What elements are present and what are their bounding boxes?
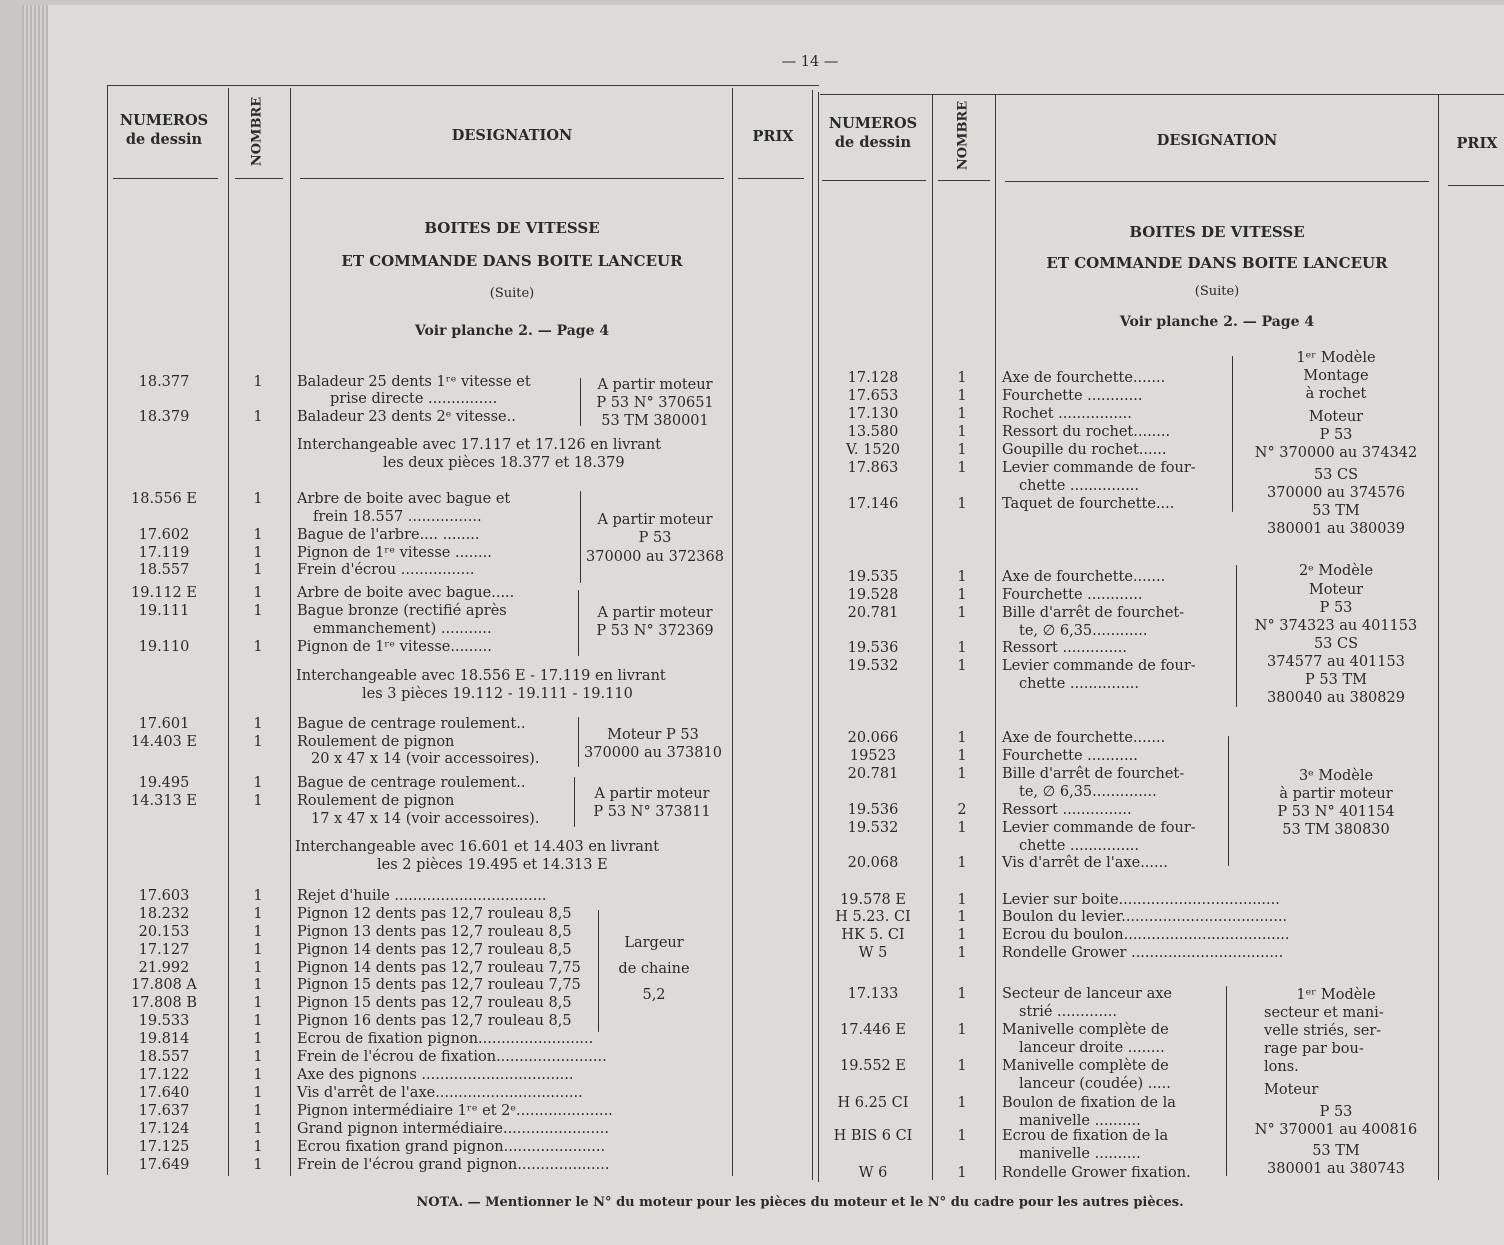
- right-part-number: 19.536: [847, 640, 899, 656]
- left-designation: frein 18.557 ................: [313, 509, 482, 525]
- left-quantity: 1: [253, 562, 263, 578]
- right-part-number: W 6: [858, 1165, 888, 1181]
- right-designation: te, ∅ 6,35............: [1019, 623, 1148, 639]
- bracket-note: Moteur P 53: [607, 727, 699, 743]
- bracket-note: P 53 N° 373811: [593, 804, 711, 820]
- right-quantity: 1: [957, 945, 967, 961]
- right-designation: Bille d'arrêt de fourchet-: [1002, 766, 1185, 782]
- bracket-note: A partir moteur: [597, 512, 713, 528]
- left-quantity: 1: [253, 603, 263, 619]
- left-designation: les 3 pièces 19.112 - 19.111 - 19.110: [362, 686, 633, 702]
- left-designation: Baladeur 25 dents 1ʳᵉ vitesse et: [297, 374, 531, 390]
- left-quantity: 1: [253, 1085, 263, 1101]
- col-header-prix: PRIX: [752, 128, 794, 145]
- left-quantity: 1: [253, 527, 263, 543]
- right-part-number: 19.536: [847, 802, 899, 818]
- right-quantity: 1: [957, 587, 967, 603]
- right-designation: Ressort du rochet........: [1002, 424, 1171, 440]
- right-quantity: 1: [957, 640, 967, 656]
- right-designation: chette ...............: [1019, 478, 1140, 494]
- left-designation: Interchangeable avec 18.556 E - 17.119 en livrant: [296, 668, 666, 684]
- left-quantity: 1: [253, 1103, 263, 1119]
- right-quantity: 1: [957, 460, 967, 476]
- bracket-note: 53 CS: [1313, 467, 1359, 483]
- bracket-note: P 53: [1319, 427, 1353, 443]
- bracket-note: Moteur: [1264, 1082, 1319, 1098]
- left-designation: Ecrou fixation grand pignon......................: [297, 1139, 606, 1155]
- right-quantity: 1: [957, 388, 967, 404]
- bracket-note: lons.: [1264, 1059, 1299, 1075]
- left-quantity: 1: [253, 585, 263, 601]
- right-quantity: 1: [957, 496, 967, 512]
- right-designation: lanceur (coudée) .....: [1019, 1076, 1171, 1092]
- left-part-number: 14.313 E: [131, 793, 197, 809]
- right-designation: Fourchette ...........: [1002, 748, 1138, 764]
- left-part-number: 18.377: [138, 374, 190, 390]
- left-designation: Bague de l'arbre.... ........: [297, 527, 480, 543]
- left-designation: les deux pièces 18.377 et 18.379: [383, 455, 625, 471]
- bracket-note: 380001 au 380743: [1267, 1161, 1405, 1177]
- right-designation: Levier commande de four-: [1002, 658, 1196, 674]
- left-quantity: 1: [253, 716, 263, 732]
- right-part-number: 20.068: [847, 855, 899, 871]
- col-header-numeros: NUMEROS de dessin: [119, 112, 209, 148]
- left-designation: Bague de centrage roulement..: [297, 716, 526, 732]
- left-part-number: 19.533: [138, 1013, 190, 1029]
- bracket-note: Moteur: [1308, 582, 1364, 598]
- right-part-number: V. 1520: [845, 442, 901, 458]
- bracket-note: 2ᵉ Modèle: [1298, 563, 1374, 579]
- left-designation: Baladeur 23 dents 2ᵉ vitesse..: [297, 409, 516, 425]
- right-part-number: 20.781: [847, 605, 899, 621]
- left-part-number: 17.649: [138, 1157, 190, 1173]
- col-header-designation-right: DESIGNATION: [1156, 132, 1278, 149]
- left-quantity: 1: [253, 793, 263, 809]
- left-designation: Frein de l'écrou de fixation........................: [297, 1049, 607, 1065]
- left-designation: Interchangeable avec 16.601 et 14.403 en livrant: [295, 839, 660, 855]
- bracket-note: Montage: [1303, 368, 1369, 384]
- bracket-note: A partir moteur: [597, 605, 713, 621]
- right-part-number: 17.446 E: [840, 1022, 906, 1038]
- left-designation: 17 x 47 x 14 (voir accessoires).: [311, 811, 540, 827]
- bracket-note: 370000 au 373810: [584, 745, 722, 761]
- left-quantity: 1: [253, 1067, 263, 1083]
- right-designation: strié .............: [1019, 1004, 1117, 1020]
- bracket-note: 53 TM: [1312, 503, 1360, 519]
- left-part-number: 17.601: [138, 716, 190, 732]
- bracket-note: 370000 au 374576: [1267, 485, 1405, 501]
- bracket-note: N° 374323 au 401153: [1254, 618, 1418, 634]
- left-part-number: 17.603: [138, 888, 190, 904]
- right-designation: Ecrou de fixation de la: [1002, 1128, 1169, 1144]
- bracket-note: 53 TM 380830: [1282, 822, 1390, 838]
- bracket-note: P 53: [1319, 600, 1353, 616]
- right-quantity: 1: [957, 892, 967, 908]
- left-designation: Pignon 13 dents pas 12,7 rouleau 8,5: [297, 924, 572, 940]
- right-part-number: 19.552 E: [840, 1058, 906, 1074]
- bracket-note: N° 370001 au 400816: [1254, 1122, 1418, 1138]
- left-quantity: 1: [253, 1157, 263, 1173]
- bracket-note: P 53 N° 372369: [596, 623, 714, 639]
- right-quantity: 1: [957, 605, 967, 621]
- right-designation: manivelle ..........: [1019, 1146, 1141, 1162]
- bracket-note: velle striés, ser-: [1264, 1023, 1382, 1039]
- right-designation: Axe de fourchette.......: [1002, 370, 1166, 386]
- left-part-number: 19.111: [138, 603, 190, 619]
- right-part-number: 19.578 E: [840, 892, 906, 908]
- bracket-note: A partir moteur: [594, 786, 710, 802]
- right-designation: Boulon du levier....................................: [1002, 909, 1288, 925]
- left-designation: Pignon de 1ʳᵉ vitesse ........: [297, 545, 492, 561]
- right-designation: Fourchette ............: [1002, 587, 1143, 603]
- col-header-prix-right: PRIX: [1456, 135, 1498, 152]
- left-designation: Arbre de boite avec bague.....: [297, 585, 515, 601]
- left-designation: Pignon 12 dents pas 12,7 rouleau 8,5: [297, 906, 572, 922]
- right-quantity: 1: [957, 855, 967, 871]
- left-part-number: 18.557: [138, 1049, 190, 1065]
- left-part-number: 19.110: [138, 639, 190, 655]
- left-designation: Ecrou de fixation pignon.........................: [297, 1031, 594, 1047]
- left-designation: emmanchement) ...........: [313, 621, 492, 637]
- section-suite: (Suite): [489, 286, 535, 301]
- left-designation: Pignon 14 dents pas 12,7 rouleau 8,5: [297, 942, 572, 958]
- left-quantity: 1: [253, 924, 263, 940]
- left-quantity: 1: [253, 1013, 263, 1029]
- right-part-number: 17.653: [847, 388, 899, 404]
- right-quantity: 1: [957, 748, 967, 764]
- left-designation: Rejet d'huile .................................: [297, 888, 547, 904]
- right-designation: Boulon de fixation de la: [1002, 1095, 1176, 1111]
- right-part-number: 17.146: [847, 496, 899, 512]
- left-part-number: 18.556 E: [131, 491, 197, 507]
- right-designation: Ecrou du boulon....................................: [1002, 927, 1290, 943]
- right-part-number: 17.863: [847, 460, 899, 476]
- left-quantity: 1: [253, 734, 263, 750]
- left-part-number: 19.495: [138, 775, 190, 791]
- bracket-note: 380040 au 380829: [1267, 690, 1405, 706]
- right-quantity: 1: [957, 986, 967, 1002]
- right-quantity: 1: [957, 1058, 967, 1074]
- left-quantity: 1: [253, 1121, 263, 1137]
- left-designation: Roulement de pignon: [297, 734, 455, 750]
- bracket-note: 3ᵉ Modèle: [1298, 768, 1374, 784]
- left-quantity: 1: [253, 1031, 263, 1047]
- bracket-note: rage par bou-: [1264, 1041, 1364, 1057]
- left-designation: Frein de l'écrou grand pignon....................: [297, 1157, 610, 1173]
- left-designation: Pignon intermédiaire 1ʳᵉ et 2ᵉ.....................: [297, 1103, 613, 1119]
- left-quantity: 1: [253, 977, 263, 993]
- left-quantity: 1: [253, 545, 263, 561]
- right-designation: Axe de fourchette.......: [1002, 569, 1166, 585]
- right-designation: Taquet de fourchette....: [1002, 496, 1175, 512]
- left-part-number: 18.379: [138, 409, 190, 425]
- right-quantity: 1: [957, 442, 967, 458]
- right-part-number: 13.580: [847, 424, 899, 440]
- right-part-number: 17.128: [847, 370, 899, 386]
- left-designation: Interchangeable avec 17.117 et 17.126 en livrant: [297, 437, 662, 453]
- right-quantity: 1: [957, 370, 967, 386]
- right-designation: chette ...............: [1019, 838, 1140, 854]
- left-part-number: 17.119: [138, 545, 190, 561]
- left-designation: Pignon 14 dents pas 12,7 rouleau 7,75: [297, 960, 581, 976]
- right-quantity: 1: [957, 569, 967, 585]
- right-designation: Levier sur boite...................................: [1002, 892, 1280, 908]
- left-designation: Arbre de boite avec bague et: [297, 491, 511, 507]
- left-part-number: 19.112 E: [131, 585, 197, 601]
- right-quantity: 1: [957, 406, 967, 422]
- bracket-note: secteur et mani-: [1264, 1005, 1384, 1021]
- bracket-note: de chaine: [618, 961, 690, 977]
- bracket-note: 53 TM: [1312, 1143, 1360, 1159]
- bracket-note: 370000 au 372368: [586, 549, 724, 565]
- right-part-number: 17.130: [847, 406, 899, 422]
- right-quantity: 2: [957, 802, 967, 818]
- right-designation: Axe de fourchette.......: [1002, 730, 1166, 746]
- left-part-number: 14.403 E: [131, 734, 197, 750]
- left-part-number: 17.640: [138, 1085, 190, 1101]
- section-subtitle-right: ET COMMANDE DANS BOITE LANCEUR: [1046, 254, 1388, 272]
- left-quantity: 1: [253, 491, 263, 507]
- bracket-note: 53 CS: [1313, 636, 1359, 652]
- left-part-number: 17.808 B: [130, 995, 197, 1011]
- right-designation: Goupille du rochet......: [1002, 442, 1167, 458]
- bracket-note: 53 TM 380001: [601, 413, 709, 429]
- col-header-nombre: NOMBRE: [249, 96, 265, 167]
- left-designation: prise directe ...............: [330, 391, 498, 407]
- right-designation: Manivelle complète de: [1002, 1022, 1169, 1038]
- bracket-note: 1ᵉʳ Modèle: [1296, 350, 1376, 366]
- bracket-note: P 53 N° 370651: [596, 395, 714, 411]
- col-header-numeros-right: NUMEROS de dessin: [828, 115, 918, 151]
- left-designation: Bague bronze (rectifié après: [297, 603, 507, 619]
- right-designation: Bille d'arrêt de fourchet-: [1002, 605, 1185, 621]
- right-part-number: H 5.23. CI: [835, 909, 911, 925]
- right-quantity: 1: [957, 766, 967, 782]
- bracket-note: à rochet: [1305, 386, 1367, 402]
- right-designation: Ressort ..............: [1002, 640, 1128, 656]
- right-quantity: 1: [957, 1022, 967, 1038]
- bracket-note: 374577 au 401153: [1267, 654, 1405, 670]
- left-quantity: 1: [253, 374, 263, 390]
- left-quantity: 1: [253, 995, 263, 1011]
- left-quantity: 1: [253, 639, 263, 655]
- right-designation: Rondelle Grower fixation.: [1002, 1165, 1191, 1181]
- left-part-number: 17.808 A: [131, 977, 197, 993]
- left-designation: Frein d'écrou ................: [297, 562, 475, 578]
- right-quantity: 1: [957, 927, 967, 943]
- section-planche-right: Voir planche 2. — Page 4: [1119, 314, 1315, 330]
- right-designation: lanceur droite ........: [1019, 1040, 1165, 1056]
- left-part-number: 17.124: [138, 1121, 190, 1137]
- right-designation: Manivelle complète de: [1002, 1058, 1169, 1074]
- bracket-note: P 53 N° 401154: [1277, 804, 1395, 820]
- section-suite-right: (Suite): [1194, 284, 1240, 299]
- left-designation: les 2 pièces 19.495 et 14.313 E: [377, 857, 608, 873]
- left-part-number: 17.127: [138, 942, 190, 958]
- page-edges: [22, 5, 48, 1245]
- left-quantity: 1: [253, 1139, 263, 1155]
- right-part-number: W 5: [858, 945, 888, 961]
- right-part-number: 19.528: [847, 587, 899, 603]
- right-part-number: H 6.25 CI: [837, 1095, 909, 1111]
- left-part-number: 21.992: [138, 960, 190, 976]
- left-part-number: 18.557: [138, 562, 190, 578]
- right-designation: Vis d'arrêt de l'axe......: [1002, 855, 1168, 871]
- right-quantity: 1: [957, 1128, 967, 1144]
- page-number: — 14 —: [781, 54, 839, 70]
- right-part-number: H BIS 6 CI: [833, 1128, 913, 1144]
- section-title-right: BOITES DE VITESSE: [1129, 223, 1305, 241]
- right-part-number: HK 5. CI: [841, 927, 905, 943]
- col-header-nombre-right: NOMBRE: [955, 100, 971, 171]
- left-part-number: 17.602: [138, 527, 190, 543]
- right-part-number: 19523: [849, 748, 897, 764]
- right-part-number: 20.781: [847, 766, 899, 782]
- left-quantity: 1: [253, 906, 263, 922]
- right-designation: te, ∅ 6,35..............: [1019, 784, 1157, 800]
- right-quantity: 1: [957, 1095, 967, 1111]
- right-designation: Secteur de lanceur axe: [1002, 986, 1172, 1002]
- left-designation: Pignon de 1ʳᵉ vitesse.........: [297, 639, 492, 655]
- right-quantity: 1: [957, 730, 967, 746]
- left-designation: Roulement de pignon: [297, 793, 455, 809]
- left-designation: Bague de centrage roulement..: [297, 775, 526, 791]
- right-designation: Rochet ................: [1002, 406, 1132, 422]
- bracket-note: Largeur: [624, 935, 684, 951]
- bracket-note: P 53 TM: [1305, 672, 1367, 688]
- section-title: BOITES DE VITESSE: [424, 219, 600, 237]
- right-quantity: 1: [957, 424, 967, 440]
- right-quantity: 1: [957, 658, 967, 674]
- footer-nota: NOTA. — Mentionner le N° du moteur pour les pièces du moteur et le N° du cadre pour les autres pièces.: [416, 1195, 1184, 1210]
- bracket-note: P 53: [1319, 1104, 1353, 1120]
- right-designation: Rondelle Grower .................................: [1002, 945, 1284, 961]
- bracket-note: A partir moteur: [597, 377, 713, 393]
- bracket-note: à partir moteur: [1279, 786, 1393, 802]
- bracket-note: Moteur: [1308, 409, 1364, 425]
- bracket-note: 380001 au 380039: [1267, 521, 1405, 537]
- left-quantity: 1: [253, 888, 263, 904]
- bracket-note: 1ᵉʳ Modèle: [1296, 987, 1376, 1003]
- right-designation: Fourchette ............: [1002, 388, 1143, 404]
- section-planche: Voir planche 2. — Page 4: [414, 323, 610, 339]
- left-designation: Grand pignon intermédiaire.......................: [297, 1121, 609, 1137]
- section-subtitle: ET COMMANDE DANS BOITE LANCEUR: [341, 252, 683, 270]
- left-designation: 20 x 47 x 14 (voir accessoires).: [311, 751, 540, 767]
- bracket-note: P 53: [638, 530, 672, 546]
- left-quantity: 1: [253, 1049, 263, 1065]
- left-part-number: 19.814: [138, 1031, 190, 1047]
- left-designation: Pignon 15 dents pas 12,7 rouleau 8,5: [297, 995, 572, 1011]
- right-designation: Ressort ...............: [1002, 802, 1132, 818]
- left-part-number: 17.637: [138, 1103, 190, 1119]
- right-part-number: 19.532: [847, 658, 899, 674]
- left-part-number: 17.125: [138, 1139, 190, 1155]
- right-quantity: 1: [957, 909, 967, 925]
- left-designation: Vis d'arrêt de l'axe................................: [297, 1085, 583, 1101]
- left-quantity: 1: [253, 409, 263, 425]
- right-designation: Levier commande de four-: [1002, 820, 1196, 836]
- right-designation: Levier commande de four-: [1002, 460, 1196, 476]
- left-designation: Pignon 15 dents pas 12,7 rouleau 7,75: [297, 977, 581, 993]
- right-part-number: 20.066: [847, 730, 899, 746]
- left-quantity: 1: [253, 960, 263, 976]
- left-part-number: 20.153: [138, 924, 190, 940]
- left-quantity: 1: [253, 775, 263, 791]
- right-part-number: 17.133: [847, 986, 899, 1002]
- bracket-note: N° 370000 au 374342: [1254, 445, 1418, 461]
- col-header-designation: DESIGNATION: [451, 127, 573, 144]
- left-part-number: 17.122: [138, 1067, 190, 1083]
- left-designation: Pignon 16 dents pas 12,7 rouleau 8,5: [297, 1013, 572, 1029]
- right-quantity: 1: [957, 1165, 967, 1181]
- bracket-note: 5,2: [642, 987, 666, 1003]
- right-designation: chette ...............: [1019, 676, 1140, 692]
- right-quantity: 1: [957, 820, 967, 836]
- left-designation: Axe des pignons .................................: [297, 1067, 574, 1083]
- left-quantity: 1: [253, 942, 263, 958]
- right-designation: manivelle ..........: [1019, 1113, 1141, 1129]
- right-part-number: 19.535: [847, 569, 899, 585]
- right-part-number: 19.532: [847, 820, 899, 836]
- left-part-number: 18.232: [138, 906, 190, 922]
